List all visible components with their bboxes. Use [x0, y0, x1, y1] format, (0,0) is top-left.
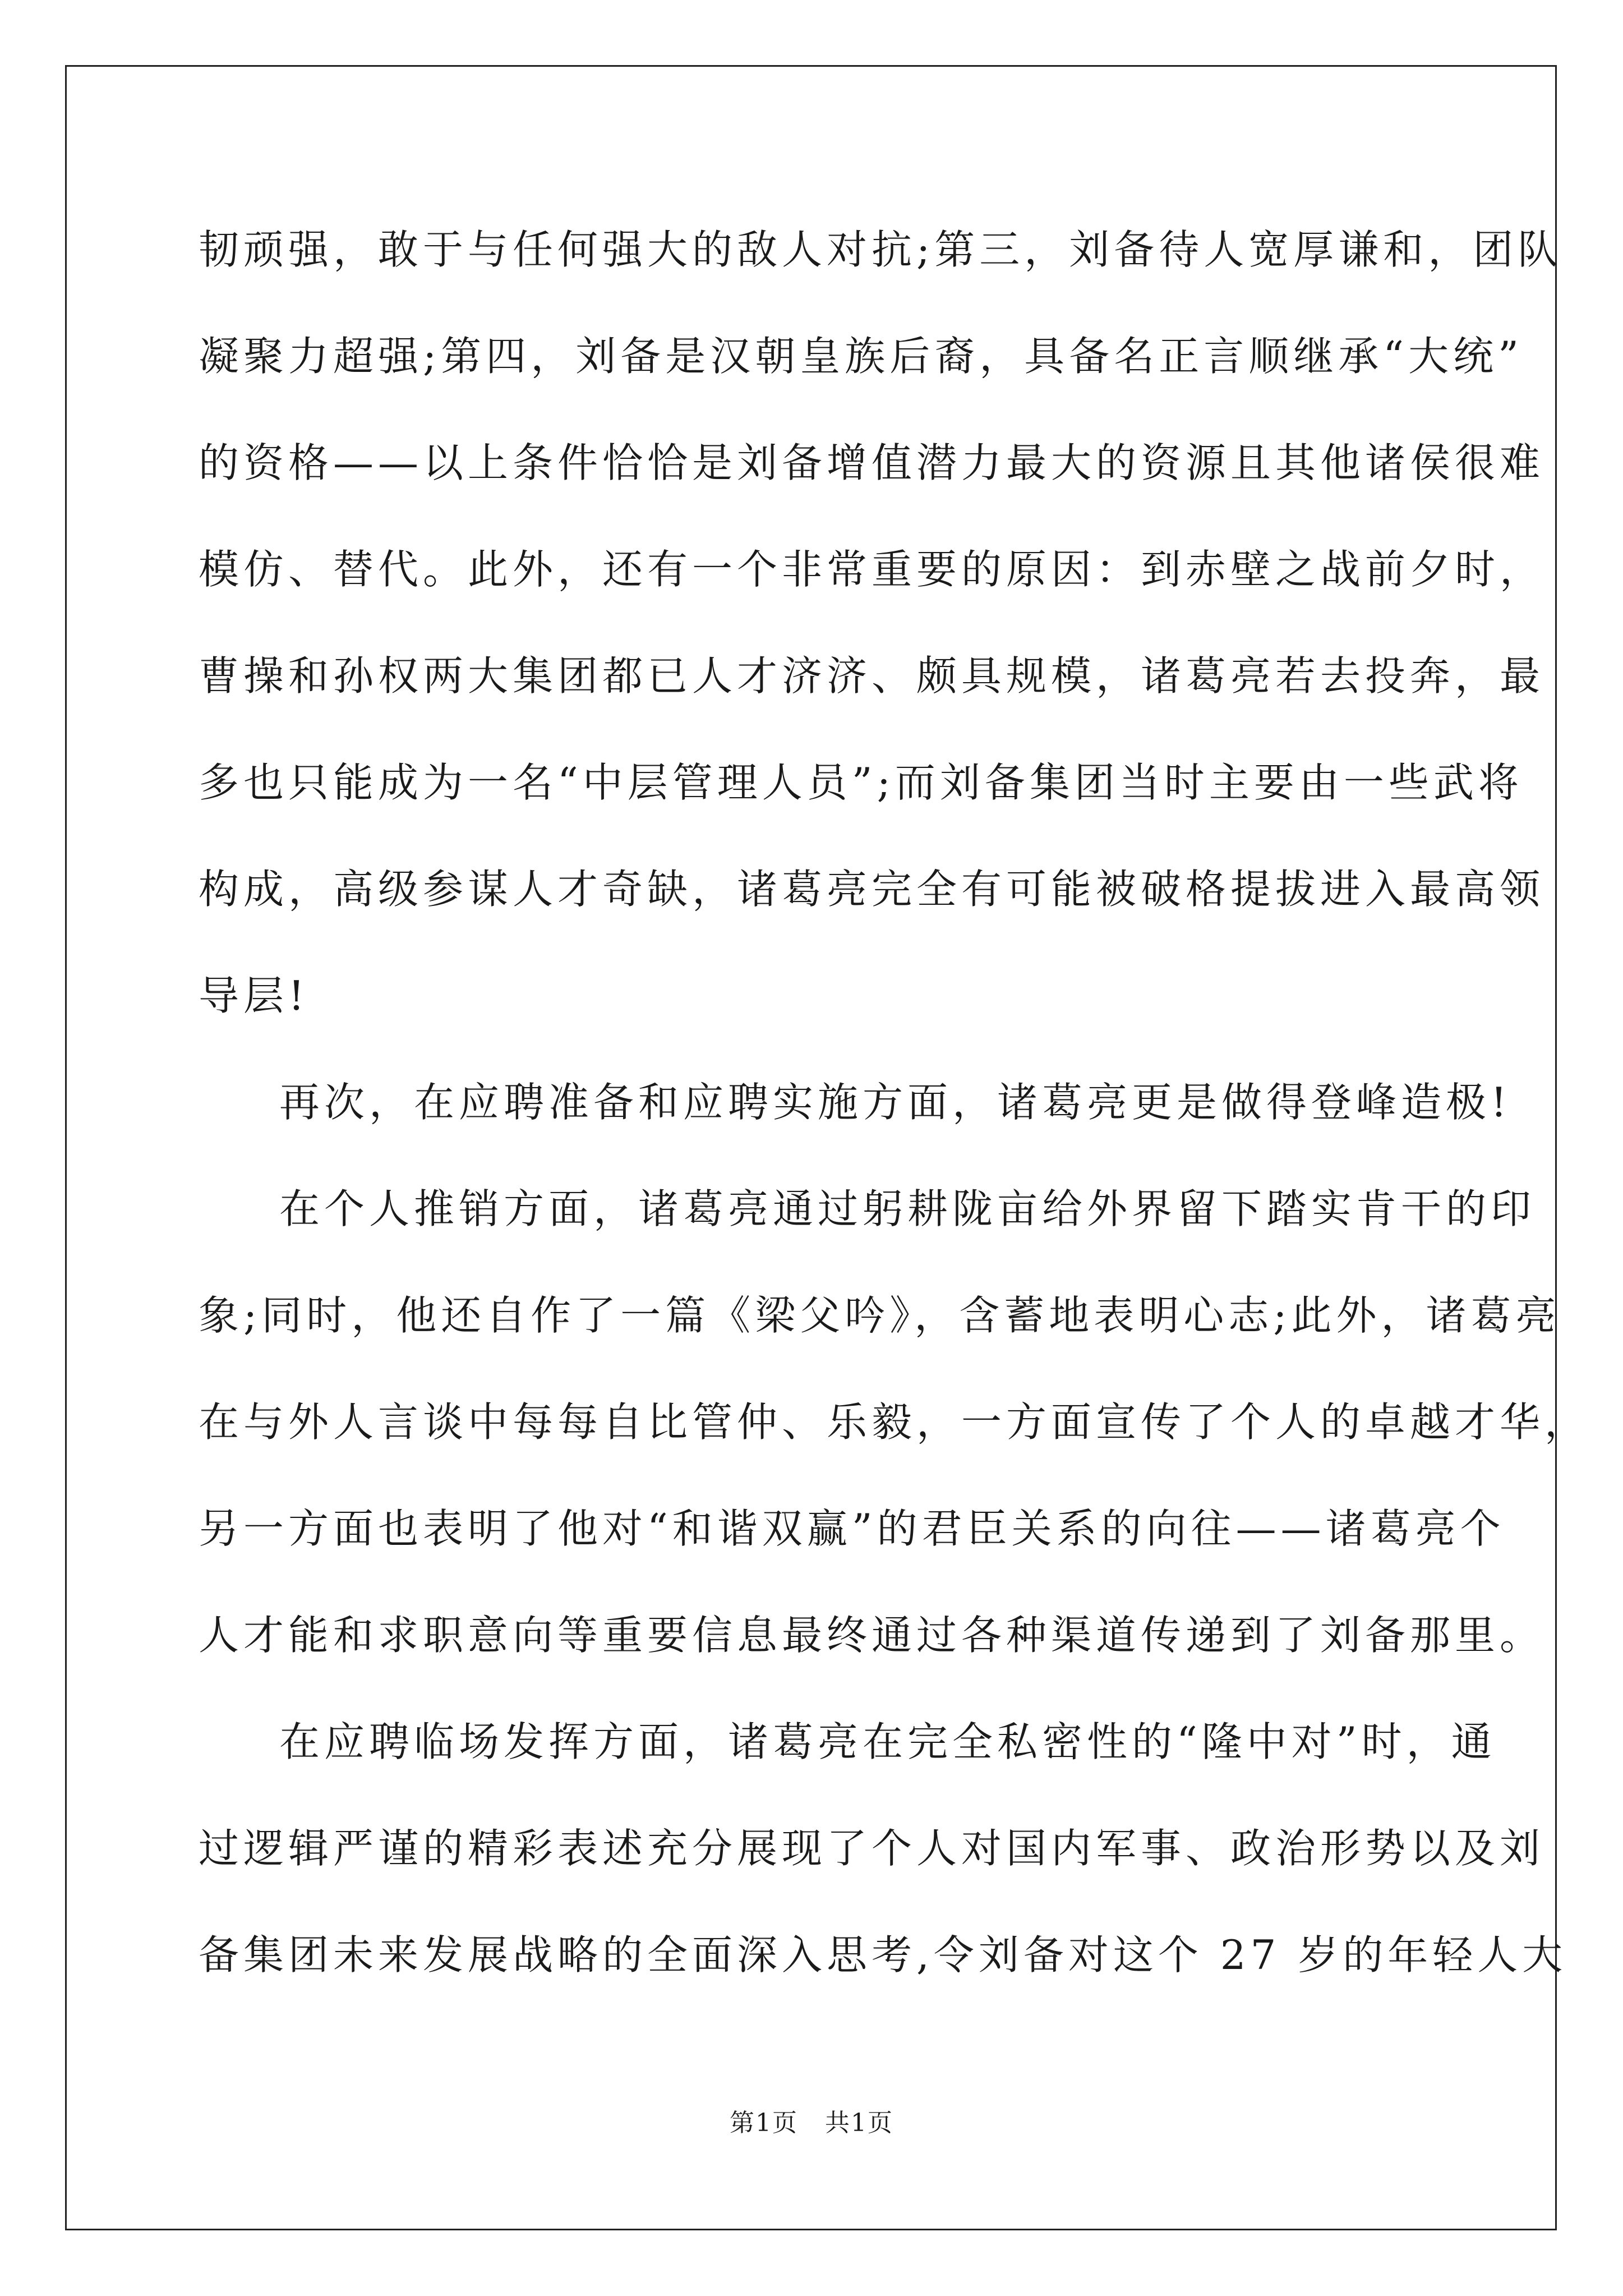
text-line: 人才能和求职意向等重要信息最终通过各种渠道传递到了刘备那里。 — [199, 1612, 1545, 1659]
text-line: 凝聚力超强;第四，刘备是汉朝皇族后裔，具备名正言顺继承“大统” — [199, 333, 1523, 380]
paragraph-first-line: 再次，在应聘准备和应聘实施方面，诸葛亮更是做得登峰造极! — [279, 1079, 1511, 1126]
text-line: 模仿、替代。此外，还有一个非常重要的原因：到赤壁之战前夕时， — [199, 546, 1545, 593]
paragraph-first-line: 在个人推销方面，诸葛亮通过躬耕陇亩给外界留下踏实肯干的印 — [279, 1185, 1536, 1232]
text-line: 多也只能成为一名“中层管理人员”;而刘备集团当时主要由一些武将 — [199, 759, 1523, 806]
text-line: 备集团未来发展战略的全面深入思考,令刘备对这个 27 岁的年轻人大 — [199, 1931, 1567, 1978]
text-line: 曹操和孙权两大集团都已人才济济、颇具规模，诸葛亮若去投奔，最 — [199, 652, 1545, 700]
text-line: 过逻辑严谨的精彩表述充分展现了个人对国内军事、政治形势以及刘 — [199, 1825, 1545, 1872]
text-line: 象;同时，他还自作了一篇《梁父吟》，含蓄地表明心志;此外，诸葛亮 — [199, 1292, 1561, 1339]
text-line: 导层! — [199, 972, 309, 1019]
text-line: 另一方面也表明了他对“和谐双赢”的君臣关系的向往——诸葛亮个 — [199, 1505, 1505, 1552]
text-line: 的资格——以上条件恰恰是刘备增值潜力最大的资源且其他诸侯很难 — [199, 439, 1545, 486]
text-line: 构成，高级参谋人才奇缺，诸葛亮完全有可能被破格提拔进入最高领 — [199, 866, 1545, 913]
text-line: 韧顽强，敢于与任何强大的敌人对抗;第三，刘备待人宽厚谦和，团队 — [199, 226, 1563, 273]
page-footer: 第1页 共1页 — [730, 2109, 893, 2137]
paragraph-first-line: 在应聘临场发挥方面，诸葛亮在完全私密性的“隆中对”时，通 — [279, 1718, 1496, 1765]
text-line: 在与外人言谈中每每自比管仲、乐毅，一方面宣传了个人的卓越才华， — [199, 1398, 1590, 1446]
document-body — [199, 196, 1590, 2008]
